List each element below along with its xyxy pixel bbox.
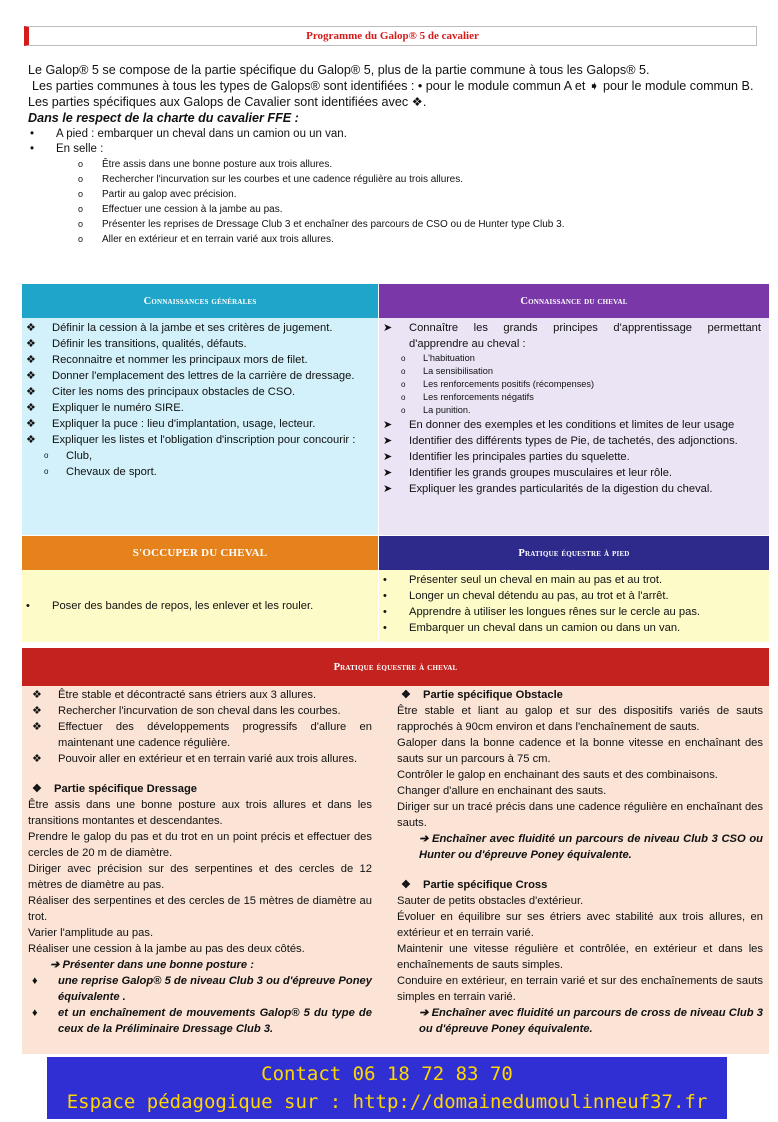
dressage-para: Diriger avec précision sur des serpentines et des cercles de 12 mètres de diamètre au pas. [28,863,372,891]
arrowhead-bullet-icon: ➤ [383,451,393,463]
connaissances-generales-header: Connaissances générales [22,284,378,318]
list-item: o Les renforcements négatifs [399,391,761,404]
obstacle-final: ➔ Enchaîner avec fluidité un parcours de niveau Club 3 CSO ou Hunter ou d'épreuve Poney équivalente. [419,833,763,861]
right-arrow-icon: ➔ [50,959,60,971]
list-item: • Apprendre à utiliser les longues rênes sur le cercle au pas. [383,606,701,618]
list-item: ➤ Identifier des différents types de Pie, de tachetés, des adjonctions. [383,435,738,447]
obstacle-para: Changer d'allure en enchainant des sauts. [397,785,607,797]
list-item: ❖ Rechercher l'incurvation de son cheval dans les courbes. [32,705,341,717]
list-item: o La sensibilisation [399,365,761,378]
connaissance-cheval-box [379,318,769,535]
cross-final: ➔ Enchaîner avec fluidité un parcours de cross de niveau Club 3 ou d'épreuve Poney équivalente. [419,1007,763,1035]
list-item: o Rechercher l'incurvation sur les courbes et une cadence régulière au trois allures. [76,172,763,187]
list-item: ♦ et un enchaînement de mouvements Galop® 5 du type de ceux de la Préliminaire Dressage Club 3. [32,1007,372,1035]
right-arrow-icon: ➔ [419,833,429,845]
list-item: ❖ Expliquer le numéro SIRE. [26,402,184,414]
list-item: • Poser des bandes de repos, les enlever et les rouler. [26,600,314,612]
round-bullet-icon: • [26,600,30,612]
diamond-bullet-icon: ❖ [32,721,42,733]
diamond-bullet-icon: ❖ [26,338,36,350]
intro-line-3: Les parties spécifiques aux Galops de Cavalier sont identifiées avec ❖. [28,95,427,109]
list-item: • Présenter seul un cheval en main au pas et au trot. [383,574,663,586]
diamond-bullet-icon: ❖ [26,434,36,446]
soccuper-header: S'OCCUPER DU CHEVAL [22,536,378,570]
pratique-pied-box [379,570,769,642]
list-item: ➤ Identifier les grands groupes musculaires et leur rôle. [383,467,673,479]
list-item: ❖ Être stable et décontracté sans étriers aux 3 allures. [32,689,317,701]
list-item: ➤ Identifier les principales parties du squelette. [383,451,630,463]
dressage-para: Être assis dans une bonne posture aux trois allures et dans les transitions montantes et descendantes. [28,799,372,827]
obstacle-para: Être stable et liant au galop et sur des dispositifs variés de sauts rapprochés à 90cm environ et dans l'enchaînement de sauts. [397,705,763,733]
list-item: o Être assis dans une bonne posture aux trois allures. [76,157,763,172]
charte-list [28,127,763,247]
selle-list [76,157,763,247]
diamond-bullet-icon: ❖ [26,402,36,414]
list-item: o Effectuer une cession à la jambe au pas. [76,202,763,217]
list-item: • A pied : embarquer un cheval dans un camion ou un van. [28,127,763,142]
list-item: ➤ Expliquer les grandes particularités de la digestion du cheval. [383,483,713,495]
arrowhead-bullet-icon: ➤ [383,322,393,334]
list-item: • Longer un cheval détendu au pas, au trot et à l'arrêt. [383,590,669,602]
contact-website-link[interactable]: Espace pédagogique sur : http://domainedumoulinneuf37.fr [66,1091,708,1113]
list-item: ➤ Connaître les grands principes d'apprentissage permettant d'apprendre au cheval : [383,322,761,350]
cross-para: Maintenir une vitesse régulière et contrôlée, en extérieur et dans les enchaînements de sauts simples. [397,943,763,971]
obstacle-para: Galoper dans la bonne cadence et la bonne vitesse en enchaînant des sauts sur un parcours à 75 cm. [397,737,763,765]
concourir-sublist [42,448,372,480]
connaissance-cheval-header: Connaissance du cheval [379,284,769,318]
list-item: o Club, [42,448,372,464]
cross-heading: ❖ Partie spécifique Cross [401,879,548,891]
arrowhead-bullet-icon: ➤ [383,435,393,447]
list-item: ❖ Expliquer la puce : lieu d'implantation, usage, lecteur. [26,418,316,430]
contact-phone: Contact 06 18 72 83 70 [261,1063,513,1085]
connaissance-cheval-list-2 [379,417,761,497]
pratique-cheval-left-column [28,687,372,1037]
list-item: ➤ En donner des exemples et les conditions et limites de leur usage [383,419,735,431]
connaissances-generales-list [22,320,372,448]
diamond-bullet-icon: ❖ [26,386,36,398]
list-item: o Partir au galop avec précision. [76,187,763,202]
cross-para: Sauter de petits obstacles d'extérieur. [397,895,584,907]
round-bullet-icon: • [383,574,387,586]
cross-para: Évoluer en équilibre sur ses étriers avec stabilité aux trois allures, en extérieur et en terrain varié. [397,911,763,939]
page-title-bar [24,26,757,46]
charte-heading: Dans le respect de la charte du cavalier FFE : [28,111,299,125]
list-item: o Présenter les reprises de Dressage Club 3 et enchaîner des parcours de CSO ou de Hunter type Club 3. [76,217,763,232]
round-bullet-icon: • [383,622,387,634]
arrowhead-bullet-icon: ➤ [383,483,393,495]
connaissances-generales-box [22,318,378,535]
list-item: ❖ Effectuer des développements progressifs d'allure en maintenant une cadence régulière. [32,721,372,749]
cross-para: Conduire en extérieur, en terrain varié et sur des enchaînements de sauts simples en terrain varié. [397,975,763,1003]
round-bullet-icon: • [383,590,387,602]
soccuper-box [22,570,378,642]
pratique-cheval-right-column [397,687,763,1037]
list-item: ❖ Donner l'emplacement des lettres de la carrière de dressage. [26,370,355,382]
diamond-bullet-icon: ❖ [26,418,36,430]
dressage-para: Varier l'amplitude au pas. [28,927,154,939]
intro-line-2: Les parties communes à tous les types de Galops® sont identifiées : • pour le module commun A et ➧ pour le module commun B. [32,79,754,93]
dressage-heading: ❖ Partie spécifique Dressage [32,783,198,795]
list-item: ❖ Citer les noms des principaux obstacles de CSO. [26,386,296,398]
obstacle-para: Diriger sur un tracé précis dans une cadence régulière en enchaînant des sauts. [397,801,763,829]
diamond-bullet-icon: ❖ [401,689,412,701]
arrowhead-bullet-icon: ➤ [383,419,393,431]
list-item: o Chevaux de sport. [42,464,372,480]
list-item: o Les renforcements positifs (récompenses) [399,378,761,391]
list-item: ❖ Pouvoir aller en extérieur et en terrain varié aux trois allures. [32,753,358,765]
page-title: Programme du Galop® 5 de cavalier [306,30,479,42]
list-item: o Aller en extérieur et en terrain varié aux trois allures. [76,232,763,247]
list-item: ♦ une reprise Galop® 5 de niveau Club 3 ou d'épreuve Poney équivalente . [32,975,372,1003]
diamond-bullet-icon: ❖ [32,753,42,765]
obstacle-heading: ❖ Partie spécifique Obstacle [401,689,563,701]
list-item: o L'habituation [399,352,761,365]
dressage-para: Réaliser des serpentines et des cercles de 15 mètres de diamètre au trot. [28,895,372,923]
list-item: ❖ Expliquer les listes et l'obligation d'inscription pour concourir : [26,434,356,446]
list-item: ❖ Définir les transitions, qualités, défauts. [26,338,247,350]
list-item: • En selle : o Être assis dans une bonne posture aux trois allures. o Rechercher l'incurvation sur les courbes et une cadence régulière au trois allures. o Partir au galop avec précision. o Effectuer une cession à la jambe au pas. o Présenter les reprises de Dressage Club 3 et enchaîner des parcours de CSO ou de Hunter type Club 3. o Aller en extérieur et en terrain varié aux trois allures. [28,142,763,247]
intro-section [28,62,763,247]
small-diamond-icon: ♦ [32,975,38,987]
small-diamond-icon: ♦ [32,1007,38,1019]
pratique-pied-header: Pratique équestre à pied [379,536,769,570]
list-item: ❖ Définir la cession à la jambe et ses critères de jugement. [26,322,333,334]
list-item: • Embarquer un cheval dans un camion ou dans un van. [383,622,681,634]
diamond-bullet-icon: ❖ [26,322,36,334]
intro-line-1: Le Galop® 5 se compose de la partie spécifique du Galop® 5, plus de la partie commune à tous les Galops® 5. [28,63,650,77]
dressage-presenter: ➔ Présenter dans une bonne posture : [50,959,254,971]
contact-banner [47,1057,727,1119]
list-item: ❖ Reconnaitre et nommer les principaux mors de filet. [26,354,308,366]
arrowhead-bullet-icon: ➤ [383,467,393,479]
diamond-bullet-icon: ❖ [32,689,42,701]
diamond-bullet-icon: ❖ [26,354,36,366]
diamond-bullet-icon: ❖ [401,879,412,891]
diamond-bullet-icon: ❖ [32,783,43,795]
connaissance-cheval-list [379,320,761,352]
dressage-para: Réaliser une cession à la jambe au pas des deux côtés. [28,943,305,955]
diamond-bullet-icon: ❖ [26,370,36,382]
right-arrow-icon: ➔ [419,1007,429,1019]
pratique-cheval-header: Pratique équestre à cheval [22,648,769,686]
obstacle-para: Contrôler le galop en enchainant des sauts et des combinaisons. [397,769,718,781]
list-item: o La punition. [399,404,761,417]
diamond-bullet-icon: ❖ [32,705,42,717]
round-bullet-icon: • [383,606,387,618]
apprentissage-sublist [399,352,761,417]
dressage-para: Prendre le galop du pas et du trot en un point précis et effectuer des cercles de 20 m de diamètre. [28,831,372,859]
